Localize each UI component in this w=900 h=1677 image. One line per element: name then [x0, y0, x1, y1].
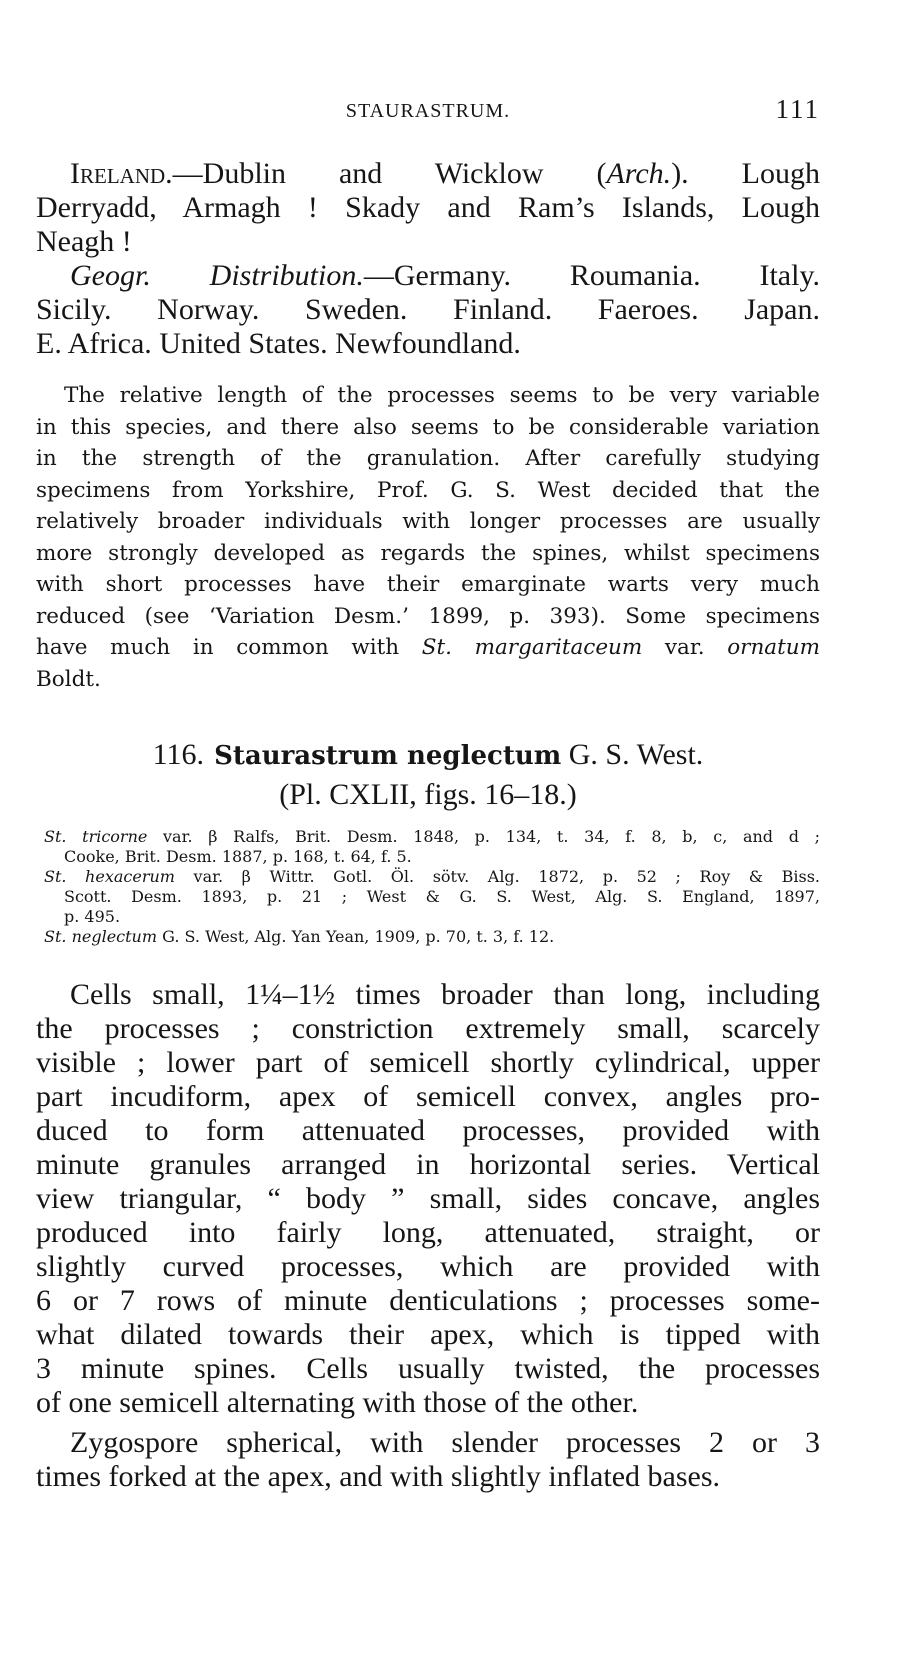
ireland-records: [36, 157, 820, 259]
distribution-label: Geogr. Distribution.: [70, 259, 364, 292]
description-line: what dilated towards their apex, which is tipped with: [36, 1318, 820, 1351]
description-line: Cells small, 1¼–1½ times broader than long, including: [70, 978, 820, 1011]
variation-line: specimens from Yorkshire, Prof. G. S. West decided that the: [36, 477, 820, 503]
description-line: of one semicell alternating with those of the other.: [36, 1386, 639, 1419]
synonym-name: St. tricorne: [44, 827, 148, 846]
geographic-distribution: [36, 259, 820, 361]
description-line: 6 or 7 rows of minute denticulations ; processes some-: [36, 1284, 820, 1317]
variation-line: The relative length of the processes seems to be very variable: [64, 383, 820, 408]
species-description: [36, 978, 820, 1494]
ireland-line-2: Derryadd, Armagh ! Skady and Ram’s Islands, Lough: [36, 191, 820, 224]
variation-line: reduced (see ‘Variation Desm.’ 1899, p. 393). Some specimens: [36, 603, 820, 629]
variation-line: in the strength of the granulation. After carefully studying: [36, 446, 820, 471]
description-line: the processes ; constriction extremely small, scarcely: [36, 1012, 820, 1045]
species-number: 116.: [152, 738, 205, 771]
synonym-line: Scott. Desm. 1893, p. 21 ; West & G. S. West, Alg. S. England, 1897,: [64, 887, 820, 906]
variation-line: more strongly developed as regards the spines, whilst specimens: [36, 540, 820, 566]
variation-line: with short processes have their emarginate warts very much: [36, 572, 820, 597]
species-name: Staurastrum neglectum: [214, 741, 562, 771]
species-heading: [36, 738, 820, 773]
ireland-line-3: Neagh !: [36, 225, 132, 258]
running-head: [36, 94, 820, 128]
variation-line: relatively broader individuals with longer processes are usually: [36, 509, 820, 534]
distribution-line-2: Sicily. Norway. Sweden. Finland. Faeroes. Japan.: [36, 293, 820, 326]
ireland-line-1: Ireland.—Dublin and Wicklow (Arch.). Lough: [70, 157, 820, 190]
description-line: visible ; lower part of semicell shortly cylindrical, upper: [36, 1046, 820, 1079]
variation-line: Boldt.: [36, 666, 101, 692]
ireland-archer: Arch.: [606, 157, 672, 190]
synonym-name: St. neglectum: [44, 927, 158, 946]
synonym-line: p. 495.: [64, 907, 121, 926]
synonymy-list: [36, 827, 820, 947]
synonym-name: St. hexacerum: [44, 867, 175, 886]
synonym-line: St. hexacerum var. β Wittr. Gotl. Öl. sötv. Alg. 1872, p. 52 ; Roy & Biss.: [44, 867, 821, 886]
species-author: G. S. West.: [561, 738, 704, 771]
distribution-line-3: E. Africa. United States. Newfoundland.: [36, 327, 521, 360]
plate-reference: (Pl. CXLII, figs. 16–18.): [279, 778, 577, 811]
variation-note: [36, 380, 820, 695]
zygospore-line-1: Zygospore spherical, with slender processes 2 or 3: [70, 1426, 820, 1459]
ireland-label: Ireland.: [70, 157, 173, 190]
description-line: minute granules arranged in horizontal series. Vertical: [36, 1148, 820, 1181]
variety-name: ornatum: [727, 635, 820, 660]
description-line: slightly curved processes, which are provided with: [36, 1250, 820, 1283]
taxon-name: St. margaritaceum: [421, 635, 643, 660]
zygospore-line-2: times forked at the apex, and with slightly inflated bases.: [36, 1460, 720, 1493]
synonym-line: St. tricorne var. β Ralfs, Brit. Desm. 1848, p. 134, t. 34, f. 8, b, c, and d ;: [44, 827, 821, 846]
running-title: STAURASTRUM.: [345, 100, 511, 122]
description-line: 3 minute spines. Cells usually twisted, the processes: [36, 1352, 820, 1385]
page-number: 111: [775, 94, 820, 124]
distribution-line-1: Geogr. Distribution.—Germany. Roumania. Italy.: [70, 259, 820, 292]
variation-line: in this species, and there also seems to be considerable variation: [36, 414, 820, 440]
synonym-line: St. neglectum G. S. West, Alg. Yan Yean, 1909, p. 70, t. 3, f. 12.: [44, 927, 555, 946]
description-line: part incudiform, apex of semicell convex, angles pro-: [36, 1080, 820, 1113]
variation-line: have much in common with St. margaritaceum var. ornatum: [36, 635, 820, 660]
synonym-line: Cooke, Brit. Desm. 1887, p. 168, t. 64, f. 5.: [64, 847, 412, 866]
description-line: produced into fairly long, attenuated, straight, or: [36, 1216, 820, 1249]
description-line: duced to form attenuated processes, provided with: [36, 1114, 820, 1147]
description-line: view triangular, “ body ” small, sides concave, angles: [36, 1182, 820, 1215]
